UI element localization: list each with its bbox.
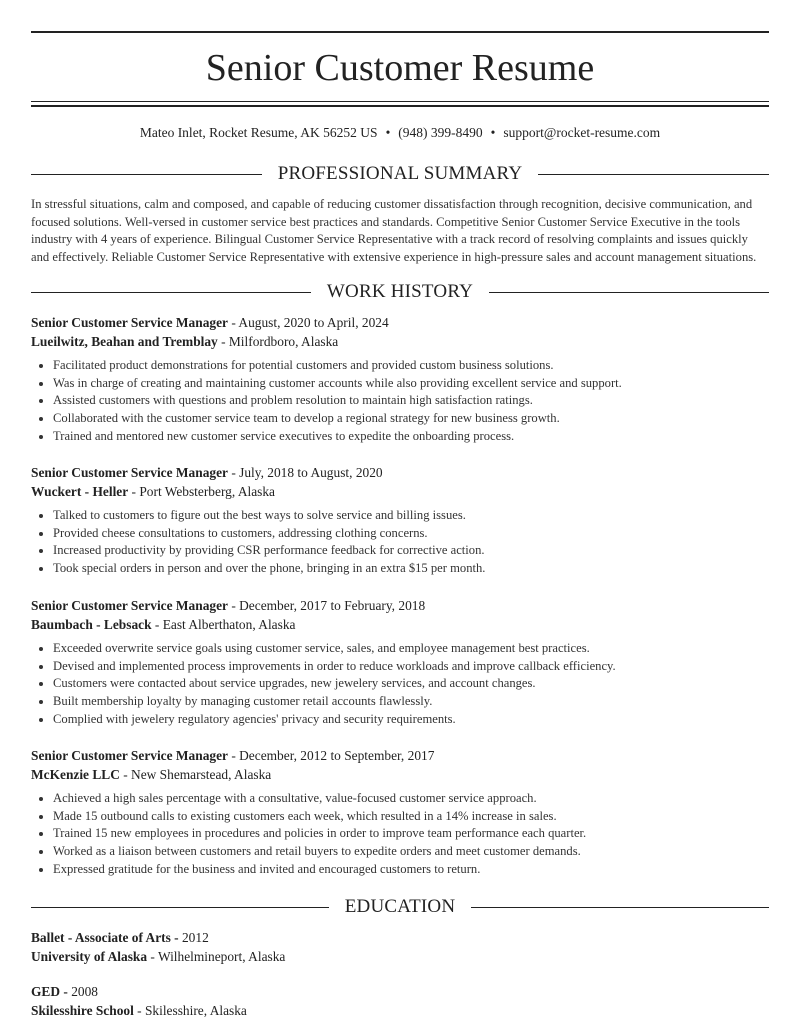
divider [31, 292, 311, 293]
job-title: Senior Customer Service Manager [31, 598, 228, 613]
education-degree: Ballet - Associate of Arts - [31, 930, 182, 945]
job-title: Senior Customer Service Manager [31, 748, 228, 763]
education-school-line [31, 1001, 769, 1020]
job-location: - Milfordboro, Alaska [217, 334, 339, 349]
list-item: • Collaborated with the customer service team to develop a regional strategy for new business growth. [53, 410, 769, 428]
education-degree-line [31, 928, 769, 947]
education-year: 2012 [181, 930, 209, 945]
job-company: Lueilwitz, Beahan and Tremblay [31, 334, 218, 349]
section-title: WORK HISTORY [326, 281, 474, 302]
summary-text: In stressful situations, calm and composed, and capable of reducing customer dissatisfaction through recognition, decisive communication, and focused solutions. Well-versed in customer service best practices and standards. Competitive Senior Customer Service Executive in the tools industry with 4 years of experience. Bilingual Customer Service Representative with a track record of resolving complaints and issues quickly and effectively. Reliable Customer Service Representative with extensive experience in high-pressure sales and account management situations. [31, 197, 757, 265]
list-item: • Made 15 outbound calls to existing customers each week, which resulted in a 14% increase in sales. [53, 808, 769, 826]
job-title: Senior Customer Service Manager [31, 315, 228, 330]
job-location: - Port Websterberg, Alaska [128, 484, 275, 499]
education-school-line [31, 947, 769, 966]
section-header-work [31, 280, 769, 304]
job-entry [31, 313, 769, 446]
job-location: - New Shemarstead, Alaska [119, 767, 272, 782]
job-company-line [31, 482, 769, 501]
job-bullets [31, 790, 769, 879]
job-entry [31, 463, 769, 578]
section-header-education [31, 895, 769, 919]
job-dates: - July, 2018 to August, 2020 [227, 465, 383, 480]
job-entry [31, 746, 769, 879]
job-title-line [31, 746, 769, 765]
job-bullets [31, 507, 769, 578]
contact-email: support@rocket-resume.com [503, 125, 661, 140]
education-location: - Skilesshire, Alaska [133, 1003, 247, 1018]
list-item: • Trained 15 new employees in procedures and policies in order to improve team performance each quarter. [53, 825, 769, 843]
list-item: • Assisted customers with questions and problem resolution to maintain high satisfaction ratings. [53, 392, 769, 410]
education-school: University of Alaska [31, 949, 148, 964]
education-degree-line [31, 982, 769, 1001]
list-item: • Complied with jewelery regulatory agencies' privacy and security requirements. [53, 711, 769, 729]
job-title-line [31, 463, 769, 482]
list-item: • Increased productivity by providing CSR performance feedback for corrective action. [53, 542, 769, 560]
contact-separator: • [385, 125, 391, 140]
list-item: • Trained and mentored new customer service executives to expedite the onboarding process. [53, 428, 769, 446]
job-title-line [31, 596, 769, 615]
list-item: • Devised and implemented process improvements in order to reduce workloads and improve callback efficiency. [53, 658, 769, 676]
list-item: • Customers were contacted about service upgrades, new jewelery services, and account changes. [53, 675, 769, 693]
section-header-summary [31, 162, 769, 186]
list-item: • Exceeded overwrite service goals using customer service, sales, and employee management best practices. [53, 640, 769, 658]
job-dates: - December, 2017 to February, 2018 [227, 598, 426, 613]
list-item: • Worked as a liaison between customers and retail buyers to expedite orders and meet customer demands. [53, 843, 769, 861]
job-dates: - December, 2012 to September, 2017 [227, 748, 435, 763]
job-company-line [31, 765, 769, 784]
education-location: - Wilhelmineport, Alaska [147, 949, 286, 964]
contact-separator: • [490, 125, 496, 140]
education-school: Skilesshire School [31, 1003, 134, 1018]
job-company: Baumbach - Lebsack [31, 617, 152, 632]
resume-title: Senior Customer Resume [205, 47, 595, 89]
section-title: EDUCATION [344, 896, 456, 917]
list-item: • Achieved a high sales percentage with a consultative, value-focused customer service approach. [53, 790, 769, 808]
list-item: • Took special orders in person and over the phone, bringing in an extra $15 per month. [53, 560, 769, 578]
divider [471, 907, 769, 908]
divider [538, 174, 769, 175]
job-location: - East Alberthaton, Alaska [151, 617, 296, 632]
divider [31, 907, 329, 908]
job-company: Wuckert - Heller [31, 484, 129, 499]
list-item: • Was in charge of creating and maintaining customer accounts while also providing excellent service and support. [53, 375, 769, 393]
education-entry [31, 982, 769, 1020]
contact-line [0, 124, 800, 142]
title-rule-upper [31, 101, 769, 102]
top-rule [31, 31, 769, 33]
education-degree: GED - [31, 984, 72, 999]
job-dates: - August, 2020 to April, 2024 [227, 315, 389, 330]
education-year: 2008 [71, 984, 98, 999]
divider [489, 292, 769, 293]
job-company: McKenzie LLC [31, 767, 120, 782]
job-title-line [31, 313, 769, 332]
job-company-line [31, 615, 769, 634]
job-company-line [31, 332, 769, 351]
title-rule-lower [31, 105, 769, 107]
list-item: • Facilitated product demonstrations for potential customers and provided custom business solutions. [53, 357, 769, 375]
job-entry [31, 596, 769, 729]
list-item: • Talked to customers to figure out the best ways to solve service and billing issues. [53, 507, 769, 525]
divider [31, 174, 262, 175]
contact-address: Mateo Inlet, Rocket Resume, AK 56252 US [139, 125, 378, 140]
education-entry [31, 928, 769, 966]
list-item: • Provided cheese consultations to customers, addressing clothing concerns. [53, 525, 769, 543]
job-bullets [31, 357, 769, 446]
list-item: • Built membership loyalty by managing customer retail accounts flawlessly. [53, 693, 769, 711]
job-bullets [31, 640, 769, 729]
job-title: Senior Customer Service Manager [31, 465, 228, 480]
section-title: PROFESSIONAL SUMMARY [277, 163, 523, 184]
contact-phone: (948) 399-8490 [398, 125, 483, 140]
list-item: • Expressed gratitude for the business and invited and encouraged customers to return. [53, 861, 769, 879]
